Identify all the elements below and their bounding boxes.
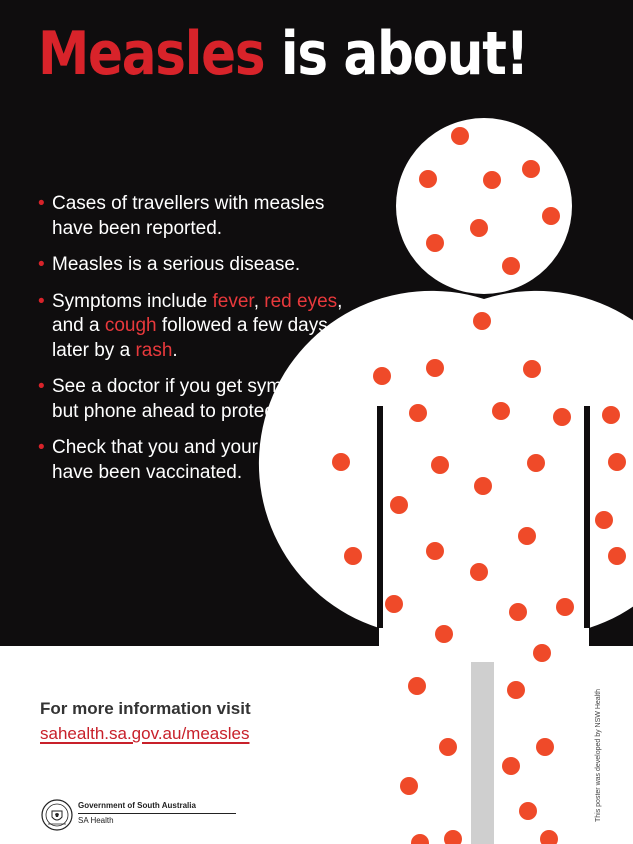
measles-spot xyxy=(470,219,488,237)
measles-spot xyxy=(507,681,525,699)
measles-spot xyxy=(608,547,626,565)
symptom-highlight: rash xyxy=(135,339,173,361)
measles-spot xyxy=(483,171,501,189)
measles-spot xyxy=(502,757,520,775)
measles-spot xyxy=(373,367,391,385)
bullet-text: . xyxy=(172,339,178,361)
measles-spot xyxy=(522,160,540,178)
poster-title xyxy=(38,14,528,94)
measles-spot xyxy=(385,595,403,613)
government-name: Government of South Australia xyxy=(78,801,196,810)
bullet-dot: • xyxy=(38,376,45,397)
measles-spot xyxy=(419,170,437,188)
measles-spot xyxy=(553,408,571,426)
measles-spot xyxy=(556,598,574,616)
bullet-list xyxy=(38,192,348,497)
bullet-text: , xyxy=(253,290,265,312)
figure-head xyxy=(396,118,572,294)
measles-spot xyxy=(409,404,427,422)
logo-divider xyxy=(78,813,236,814)
measles-spot xyxy=(542,207,560,225)
measles-spot xyxy=(439,738,457,756)
left-arm-line xyxy=(377,406,383,628)
measles-spot xyxy=(390,496,408,514)
measles-spot xyxy=(533,644,551,662)
measles-spot xyxy=(470,563,488,581)
coat-of-arms-icon xyxy=(40,798,74,832)
bullet-text: followed a few days later by a xyxy=(52,315,328,361)
measles-spot xyxy=(602,406,620,424)
measles-spot xyxy=(451,127,469,145)
more-info xyxy=(40,698,251,745)
bullet-text: Measles is a serious disease. xyxy=(52,254,301,275)
symptom-highlight: fever xyxy=(212,290,254,312)
sahealth-link[interactable]: sahealth.sa.gov.au/measles xyxy=(40,724,250,743)
measles-spot xyxy=(523,360,541,378)
title-measles: Measles xyxy=(38,19,265,89)
measles-spot xyxy=(519,802,537,820)
poster-credit: This poster was developed by NSW Health xyxy=(595,688,602,822)
bullet-item xyxy=(38,192,348,241)
bullet-text: See a doctor if you get symptoms but phone ahead to protect others. xyxy=(52,376,343,422)
bullet-dot: • xyxy=(38,254,45,275)
measles-spot xyxy=(509,603,527,621)
measles-spot xyxy=(435,625,453,643)
title-is-about: is about! xyxy=(280,19,528,89)
measles-spot xyxy=(536,738,554,756)
measles-spot xyxy=(426,359,444,377)
sa-health-label: SA Health xyxy=(78,816,114,825)
bullet-item xyxy=(38,375,348,424)
measles-spot xyxy=(608,453,626,471)
measles-spot xyxy=(492,402,510,420)
measles-spot xyxy=(344,547,362,565)
measles-spot xyxy=(426,542,444,560)
measles-spot xyxy=(474,477,492,495)
measles-spot xyxy=(400,777,418,795)
bullet-item xyxy=(38,253,348,278)
measles-spot xyxy=(527,454,545,472)
measles-spot xyxy=(431,456,449,474)
measles-spot xyxy=(408,677,426,695)
sa-government-logo xyxy=(40,798,240,834)
measles-spot xyxy=(595,511,613,529)
bullet-dot: • xyxy=(38,193,45,214)
measles-spot xyxy=(502,257,520,275)
bullet-text: Check that you and your friends have been vaccinated. xyxy=(52,437,321,483)
bullet-text: , and a xyxy=(52,290,343,336)
right-arm-line xyxy=(584,406,590,628)
bullet-dot: • xyxy=(38,437,45,458)
bullet-text: Symptoms include xyxy=(52,290,213,312)
measles-spot xyxy=(473,312,491,330)
leg-gap xyxy=(471,662,494,844)
bullet-item xyxy=(38,290,348,364)
symptom-highlight: red eyes xyxy=(264,290,338,312)
measles-spot xyxy=(426,234,444,252)
bullet-dot: • xyxy=(38,290,45,312)
measles-spot xyxy=(518,527,536,545)
symptom-highlight: cough xyxy=(104,315,157,336)
more-info-label: For more information visit xyxy=(40,699,251,718)
bullet-item xyxy=(38,436,348,485)
bullet-text: Cases of travellers with measles have been reported. xyxy=(52,193,325,239)
